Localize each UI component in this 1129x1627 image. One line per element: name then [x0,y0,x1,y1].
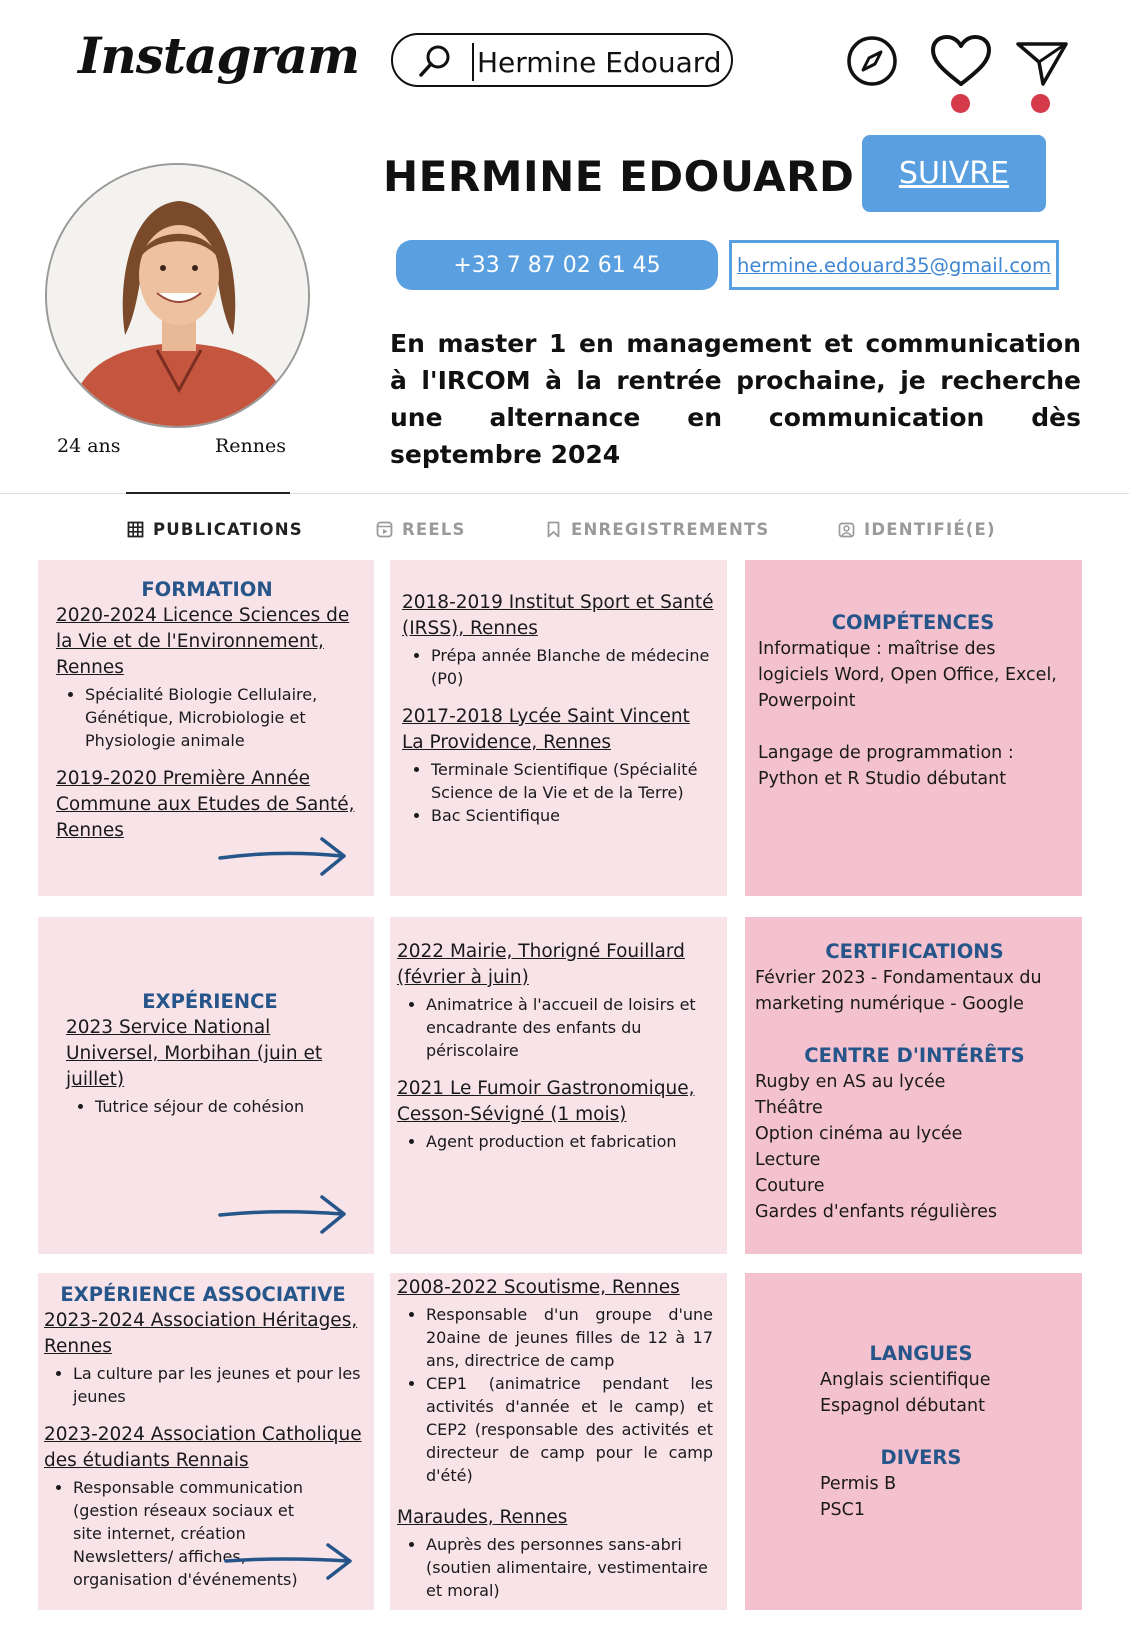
reels-icon [376,521,393,538]
age-label: 24 ans [57,435,121,457]
card-associative[interactable] [38,1273,374,1610]
interest-item: Rugby en AS au lycée [755,1072,946,1092]
interest-item: Théâtre [755,1098,823,1118]
entry-title: 2023-2024 Association Catholique des étudiants Rennais [44,1424,362,1471]
entry-title: 2018-2019 Institut Sport et Santé (IRSS), Rennes [402,592,714,639]
entry-title: 2019-2020 Première Année Commune aux Etudes de Santé, Rennes [56,768,355,841]
city-label: Rennes [215,435,287,457]
profile-name: HERMINE EDOUARD [383,152,855,201]
entry-title: 2008-2022 Scoutisme, Rennes [397,1277,680,1298]
interest-item: Gardes d'enfants régulières [755,1202,997,1222]
bullet: • Agent production et fabrication [426,1130,715,1153]
avatar[interactable] [45,163,310,428]
tab-tagged[interactable] [838,520,996,539]
bullet: • Responsable d'un groupe d'une 20aine de jeunes filles de 12 à 17 ans, directrice de camp [426,1303,713,1372]
entry-title: 2020-2024 Licence Sciences de la Vie et de l'Environnement, Rennes [56,605,350,678]
bullet: • Animatrice à l'accueil de loisirs et encadrante des enfants du périscolaire [426,993,715,1062]
bullet: • Prépa année Blanche de médecine (P0) [431,644,715,690]
section-title: DIVERS [880,1446,962,1469]
tab-saved[interactable] [545,520,770,539]
card-competences[interactable] [745,560,1082,896]
bullet: • La culture par les jeunes et pour les jeunes [73,1362,362,1408]
interest-item: Option cinéma au lycée [755,1124,963,1144]
tab-label: PUBLICATIONS [153,520,303,539]
paragraph: Langage de programmation : Python et R Studio débutant [758,743,1014,789]
section-title: CENTRE D'INTÉRÊTS [804,1044,1025,1067]
compass-icon[interactable] [845,34,899,88]
bookmark-icon [545,521,562,538]
arrow-right-icon[interactable] [218,1191,358,1237]
divers-item: PSC1 [820,1500,866,1520]
notification-dot [951,94,970,113]
bullet: • CEP1 (animatrice pendant les activités d'année et le camp) et CEP2 (responsable des activités et directeur de camp pour le camp d'été) [426,1372,713,1487]
active-tab-indicator [126,492,290,494]
card-experience-2[interactable] [390,917,727,1254]
email-link[interactable]: hermine.edouard35@gmail.com [729,240,1059,290]
entry-title: 2021 Le Fumoir Gastronomique, Cesson-Sévigné (1 mois) [397,1078,695,1125]
tab-label: IDENTIFIÉ(E) [864,520,996,539]
card-certifications[interactable] [745,917,1082,1254]
divers-item: Permis B [820,1474,897,1494]
section-title: COMPÉTENCES [831,611,995,634]
section-title: EXPÉRIENCE ASSOCIATIVE [60,1283,346,1306]
entry-title: 2023-2024 Association Héritages, Rennes [44,1310,358,1357]
tagged-icon [838,521,855,538]
card-formation-2[interactable] [390,560,727,896]
interest-item: Couture [755,1176,825,1196]
bullet: • Tutrice séjour de cohésion [95,1095,354,1118]
profile-photo [47,165,310,428]
card-formation[interactable] [38,560,374,896]
entry-title: 2022 Mairie, Thorigné Fouillard (février à juin) [397,941,685,988]
follow-button[interactable]: SUIVRE [862,135,1046,212]
certification-item: Février 2023 - Fondamentaux du marketing numérique - Google [755,968,1042,1014]
card-langues[interactable] [745,1273,1082,1610]
interest-item: Lecture [755,1150,821,1170]
arrow-right-icon[interactable] [224,1541,364,1587]
bullet: • Terminale Scientifique (Spécialité Science de la Vie et de la Terre) [431,758,715,804]
text-cursor [472,43,474,81]
heart-icon[interactable] [930,34,992,88]
bullet: • Auprès des personnes sans-abri (soutien alimentaire, vestimentaire et moral) [426,1533,713,1602]
tab-label: ENREGISTREMENTS [571,520,770,539]
section-title: FORMATION [141,578,273,601]
language-item: Espagnol débutant [820,1396,985,1416]
tab-label: REELS [402,520,466,539]
language-item: Anglais scientifique [820,1370,991,1390]
section-title: CERTIFICATIONS [825,940,1004,963]
paragraph: Informatique : maîtrise des logiciels Word, Open Office, Excel, Powerpoint [758,639,1057,711]
entry-title: 2017-2018 Lycée Saint Vincent La Providence, Rennes [402,706,690,753]
section-title: LANGUES [869,1342,973,1365]
search-bar[interactable] [391,33,733,87]
arrow-right-icon[interactable] [218,834,358,880]
search-icon [417,43,453,79]
search-input[interactable]: Hermine Edouard [477,46,722,79]
entry-title: Maraudes, Rennes [397,1507,568,1528]
bullet: • Spécialité Biologie Cellulaire, Génétique, Microbiologie et Physiologie animale [85,683,358,752]
section-title: EXPÉRIENCE [142,990,278,1013]
tab-reels[interactable] [376,520,466,539]
notification-dot [1031,94,1050,113]
send-icon[interactable] [1015,40,1069,88]
card-experience[interactable] [38,917,374,1254]
bullet: • Bac Scientifique [431,804,715,827]
profile-bio: En master 1 en management et communication à l'IRCOM à la rentrée prochaine, je recherche une alternance en communication dès septembre 2024 [390,329,1081,469]
tab-publications[interactable] [127,520,303,539]
card-associative-2[interactable] [390,1273,727,1610]
entry-title: 2023 Service National Universel, Morbihan (juin et juillet) [66,1017,323,1090]
phone-button[interactable]: +33 7 87 02 61 45 [396,240,718,290]
instagram-logo[interactable]: Instagram [78,26,359,85]
bullet: • Responsable communication (gestion réseaux sociaux et site internet, création Newsletters/ affiches, organisation d'événements) [73,1476,322,1591]
grid-icon [127,521,144,538]
